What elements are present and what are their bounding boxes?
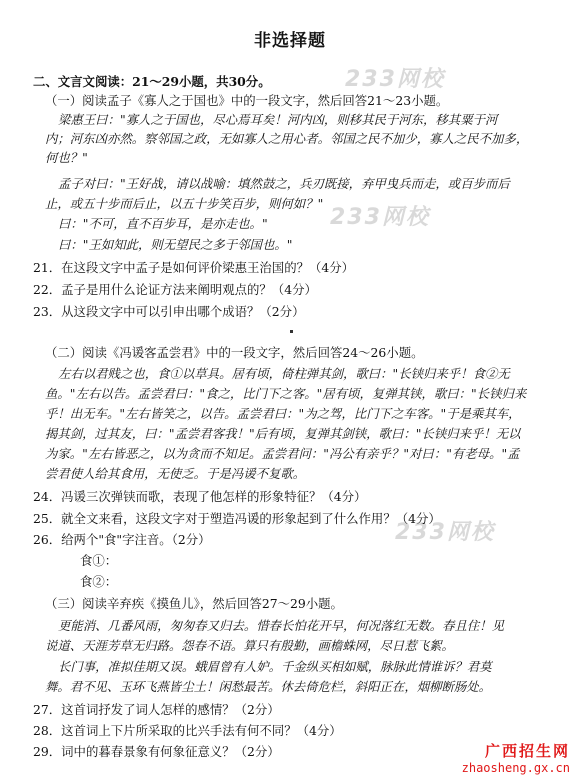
passage-line: 揭其剑，过其友，曰："孟尝君客我！"后有顷，复弹其剑铗，歌曰："长铗归来乎！无以 (45, 426, 521, 441)
passage-line: 尝君使人给其食用，无使乏。于是冯谖不复歌。 (45, 466, 306, 481)
passage-line: 梁惠王曰："寡人之于国也，尽心焉耳矣！河内凶，则移其民于河东，移其粟于河 (58, 112, 498, 127)
watermark: 233网校 (330, 205, 430, 230)
question: 29．词中的暮春景象有何象征意义？（2分） (33, 744, 280, 759)
answer-blank: 食②： (80, 574, 118, 589)
answer-blank: 食①： (80, 553, 118, 568)
passage-line: 曰："王如知此，则无望民之多于邻国也。" (58, 237, 293, 252)
question: 25．就全文来看，这段文字对于塑造冯谖的形象起到了什么作用？（4分） (33, 511, 441, 526)
passage-line: 说道、天涯芳草无归路。怨春不语。算只有殷勤，画檐蛛网，尽日惹飞絮。 (45, 638, 454, 653)
passage-line: 曰："不可，直不百步耳，是亦走也。" (58, 216, 268, 231)
watermark: 233网校 (345, 67, 445, 92)
passage-line: 止，或五十步而后止，以五十步笑百步，则何如？" (45, 196, 324, 211)
passage-line: 为家。"左右皆恶之，以为贪而不知足。孟尝君问："冯公有亲乎？"对曰："有老母。"孟 (45, 446, 520, 461)
question: 27．这首词抒发了词人怎样的感情？（2分） (33, 702, 280, 717)
passage-line: 乎！出无车。"左右皆笑之，以告。孟尝君曰："为之驾，比门下之车客。"于是乘其车， (45, 406, 521, 421)
passage-line: 长门事，准拟佳期又误。蛾眉曾有人妒。千金纵买相如赋，脉脉此情谁诉？君莫 (58, 659, 492, 674)
question: 26．给两个"食"字注音。（2分） (33, 532, 211, 547)
site-logo (462, 740, 570, 775)
question: 21．在这段文字中孟子是如何评价梁惠王治国的？（4分） (33, 260, 355, 275)
site-logo-url: zhaosheng.gx.cn (461, 761, 570, 775)
watermark: 233网校 (395, 520, 495, 545)
passage-line: 左右以君贱之也，食①以草具。居有顷，倚柱弹其剑，歌曰："长铗归来乎！食②无 (58, 366, 510, 381)
passage-line: 内；河东凶亦然。察邻国之政，无如寡人之用心者。邻国之民不加少，寡人之民不加多， (45, 131, 529, 146)
passage-header: （一）阅读孟子《寡人之于国也》中的一段文字，然后回答21～23小题。 (45, 93, 449, 108)
section-header: 二、文言文阅读：21～29小题，共30分。 (33, 74, 271, 89)
passage-line: 更能消、几番风雨，匆匆春又归去。惜春长怕花开早，何况落红无数。春且住！见 (58, 618, 505, 633)
question: 28．这首词上下片所采取的比兴手法有何不同？（4分） (33, 723, 342, 738)
passage-line: 何也？" (45, 150, 88, 165)
scan-dot (290, 330, 293, 333)
site-logo-name: 广西招生网 (484, 742, 570, 760)
passage-line: 鱼。"左右以告。孟尝君曰："食之，比门下之客。"居有顷，复弹其铗，歌曰："长铗归来 (45, 386, 527, 401)
question: 24．冯谖三次弹铗而歌，表现了他怎样的形象特征？（4分） (33, 489, 367, 504)
question: 23．从这段文字中可以引申出哪个成语？（2分） (33, 304, 305, 319)
passage-header: （二）阅读《冯谖客孟尝君》中的一段文字，然后回答24～26小题。 (45, 345, 424, 360)
passage-line: 舞。君不见、玉环飞燕皆尘土！闲愁最苦。休去倚危栏，斜阳正在，烟柳断肠处。 (45, 679, 492, 694)
question: 22．孟子是用什么论证方法来阐明观点的？（4分） (33, 282, 317, 297)
passage-header: （三）阅读辛弃疾《摸鱼儿》，然后回答27～29小题。 (45, 596, 343, 611)
page-title: 非选择题 (254, 31, 326, 51)
passage-line: 孟子对曰："王好战，请以战喻：填然鼓之，兵刃既接，弃甲曳兵而走，或百步而后 (58, 176, 510, 191)
